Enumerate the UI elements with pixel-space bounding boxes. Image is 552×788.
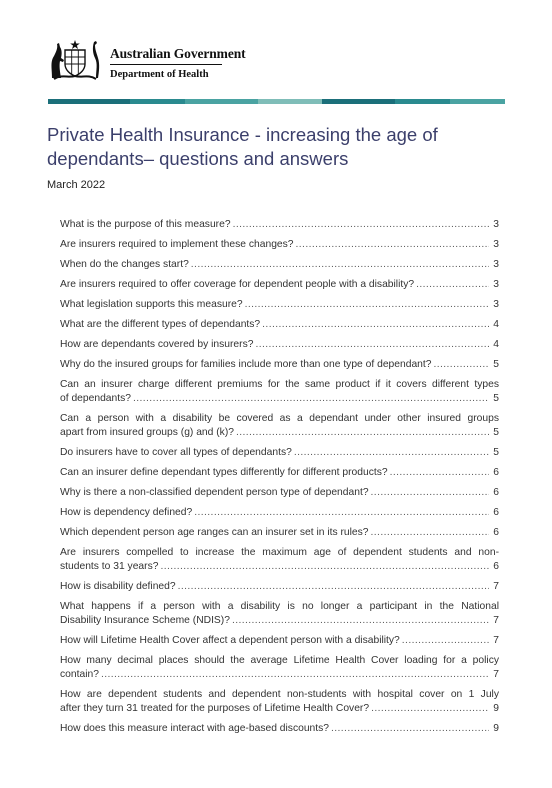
stripe-segment: [258, 99, 322, 104]
stripe-segment: [395, 99, 450, 104]
toc-leader-dots: [194, 506, 489, 520]
government-branding: [110, 46, 246, 81]
toc-page-number: 9: [493, 703, 499, 714]
toc-page-number: 3: [493, 279, 499, 290]
toc-entry-text: Are insurers required to offer coverage for dependent people with a disability?: [60, 279, 415, 290]
department-name: Department of Health: [110, 69, 209, 80]
toc-entry-text: How is dependency defined?: [60, 507, 193, 518]
toc-entry-text: contain?: [60, 669, 99, 680]
toc-leader-dots: [296, 238, 490, 252]
toc-page-number: 3: [493, 239, 499, 250]
toc-page-number: 4: [493, 339, 499, 350]
government-name: Australian Government: [110, 46, 246, 61]
toc-entry[interactable]: [60, 466, 499, 480]
toc-page-number: 6: [493, 467, 499, 478]
toc-entry[interactable]: [60, 258, 499, 272]
toc-page-number: 4: [493, 319, 499, 330]
toc-entry[interactable]: [60, 580, 499, 594]
toc-entry[interactable]: [60, 722, 499, 736]
toc-page-number: 3: [493, 299, 499, 310]
toc-page-number: 7: [493, 635, 499, 646]
toc-page-number: 3: [493, 259, 499, 270]
toc-entry[interactable]: [60, 298, 499, 312]
toc-entry-text: How is disability defined?: [60, 581, 176, 592]
toc-entry-text: after they turn 31 treated for the purposes of Lifetime Health Cover?: [60, 703, 370, 714]
toc-entry-text: What are the different types of dependants?: [60, 319, 261, 330]
toc-leader-dots: [232, 614, 489, 628]
toc-entry-text: Can a person with a disability be covered as a dependant under other insured groups: [60, 413, 499, 424]
stripe-segment: [450, 99, 505, 104]
toc-entry[interactable]: [60, 546, 499, 574]
toc-page-number: 6: [493, 507, 499, 518]
toc-entry[interactable]: [60, 412, 499, 440]
toc-entry[interactable]: [60, 338, 499, 352]
toc-entry-text: students to 31 years?: [60, 561, 159, 572]
toc-entry-text: Can an insurer define dependant types differently for different products?: [60, 467, 388, 478]
toc-entry-text: Which dependent person age ranges can an insurer set in its rules?: [60, 527, 369, 538]
toc-entry-text: How many decimal places should the average Lifetime Health Cover loading for a policy: [60, 655, 499, 666]
toc-entry-text: apart from insured groups (g) and (k)?: [60, 427, 234, 438]
toc-entry-text: What is the purpose of this measure?: [60, 219, 231, 230]
toc-entry[interactable]: [60, 238, 499, 252]
toc-entry-text: What happens if a person with a disability is no longer a participant in the National: [60, 601, 499, 612]
coat-of-arms-logo: [46, 38, 104, 82]
toc-page-number: 6: [493, 561, 499, 572]
toc-leader-dots: [371, 486, 490, 500]
toc-entry-text: Why is there a non-classified dependent person type of dependant?: [60, 487, 369, 498]
toc-leader-dots: [294, 446, 489, 460]
toc-entry[interactable]: [60, 654, 499, 682]
toc-entry[interactable]: [60, 526, 499, 540]
toc-leader-dots: [390, 466, 490, 480]
branding-divider: [110, 64, 222, 65]
toc-entry[interactable]: [60, 378, 499, 406]
toc-leader-dots: [331, 722, 489, 736]
header-stripe: [48, 99, 505, 104]
toc-entry[interactable]: [60, 600, 499, 628]
stripe-segment: [185, 99, 258, 104]
toc-leader-dots: [236, 426, 489, 440]
toc-entry[interactable]: [60, 688, 499, 716]
toc-entry-text: When do the changes start?: [60, 259, 189, 270]
toc-page-number: 5: [493, 427, 499, 438]
toc-page-number: 3: [493, 219, 499, 230]
toc-leader-dots: [402, 634, 489, 648]
toc-page-number: 7: [493, 581, 499, 592]
toc-page-number: 5: [493, 393, 499, 404]
toc-leader-dots: [262, 318, 489, 332]
toc-page-number: 9: [493, 723, 499, 734]
toc-leader-dots: [255, 338, 489, 352]
toc-entry-text: Disability Insurance Scheme (NDIS)?: [60, 615, 230, 626]
table-of-contents: [60, 218, 499, 742]
toc-entry[interactable]: [60, 278, 499, 292]
toc-page-number: 5: [493, 359, 499, 370]
toc-entry[interactable]: [60, 486, 499, 500]
toc-leader-dots: [160, 560, 489, 574]
toc-page-number: 6: [493, 527, 499, 538]
toc-leader-dots: [434, 358, 490, 372]
toc-entry-text: Can an insurer charge different premiums for the same product if it covers different types: [60, 379, 499, 390]
stripe-segment: [48, 99, 130, 104]
toc-leader-dots: [101, 668, 489, 682]
toc-leader-dots: [371, 526, 490, 540]
toc-entry-text: How are dependants covered by insurers?: [60, 339, 254, 350]
toc-entry-text: What legislation supports this measure?: [60, 299, 243, 310]
toc-entry[interactable]: [60, 634, 499, 648]
toc-leader-dots: [233, 218, 490, 232]
document-title: Private Health Insurance - increasing the age of dependants– questions and answers: [47, 124, 438, 169]
toc-leader-dots: [416, 278, 489, 292]
toc-entry[interactable]: [60, 218, 499, 232]
toc-entry[interactable]: [60, 446, 499, 460]
toc-entry-text: How does this measure interact with age-based discounts?: [60, 723, 330, 734]
toc-leader-dots: [245, 298, 490, 312]
toc-entry-text: Do insurers have to cover all types of dependants?: [60, 447, 292, 458]
toc-entry[interactable]: [60, 358, 499, 372]
toc-entry-text: How are dependent students and dependent non-students with hospital cover on 1 July: [60, 689, 499, 700]
toc-entry-text: Are insurers compelled to increase the maximum age of dependent students and non-: [60, 547, 499, 558]
toc-leader-dots: [178, 580, 490, 594]
stripe-segment: [322, 99, 395, 104]
stripe-segment: [130, 99, 185, 104]
document-date: March 2022: [47, 179, 106, 191]
toc-leader-dots: [133, 392, 489, 406]
toc-entry-text: of dependants?: [60, 393, 131, 404]
toc-page-number: 7: [493, 615, 499, 626]
toc-entry[interactable]: [60, 506, 499, 520]
toc-page-number: 7: [493, 669, 499, 680]
toc-leader-dots: [191, 258, 489, 272]
toc-entry[interactable]: [60, 318, 499, 332]
toc-entry-text: Why do the insured groups for families include more than one type of dependant?: [60, 359, 432, 370]
toc-leader-dots: [371, 702, 489, 716]
toc-page-number: 6: [493, 487, 499, 498]
toc-entry-text: How will Lifetime Health Cover affect a dependent person with a disability?: [60, 635, 400, 646]
toc-entry-text: Are insurers required to implement these changes?: [60, 239, 294, 250]
toc-page-number: 5: [493, 447, 499, 458]
